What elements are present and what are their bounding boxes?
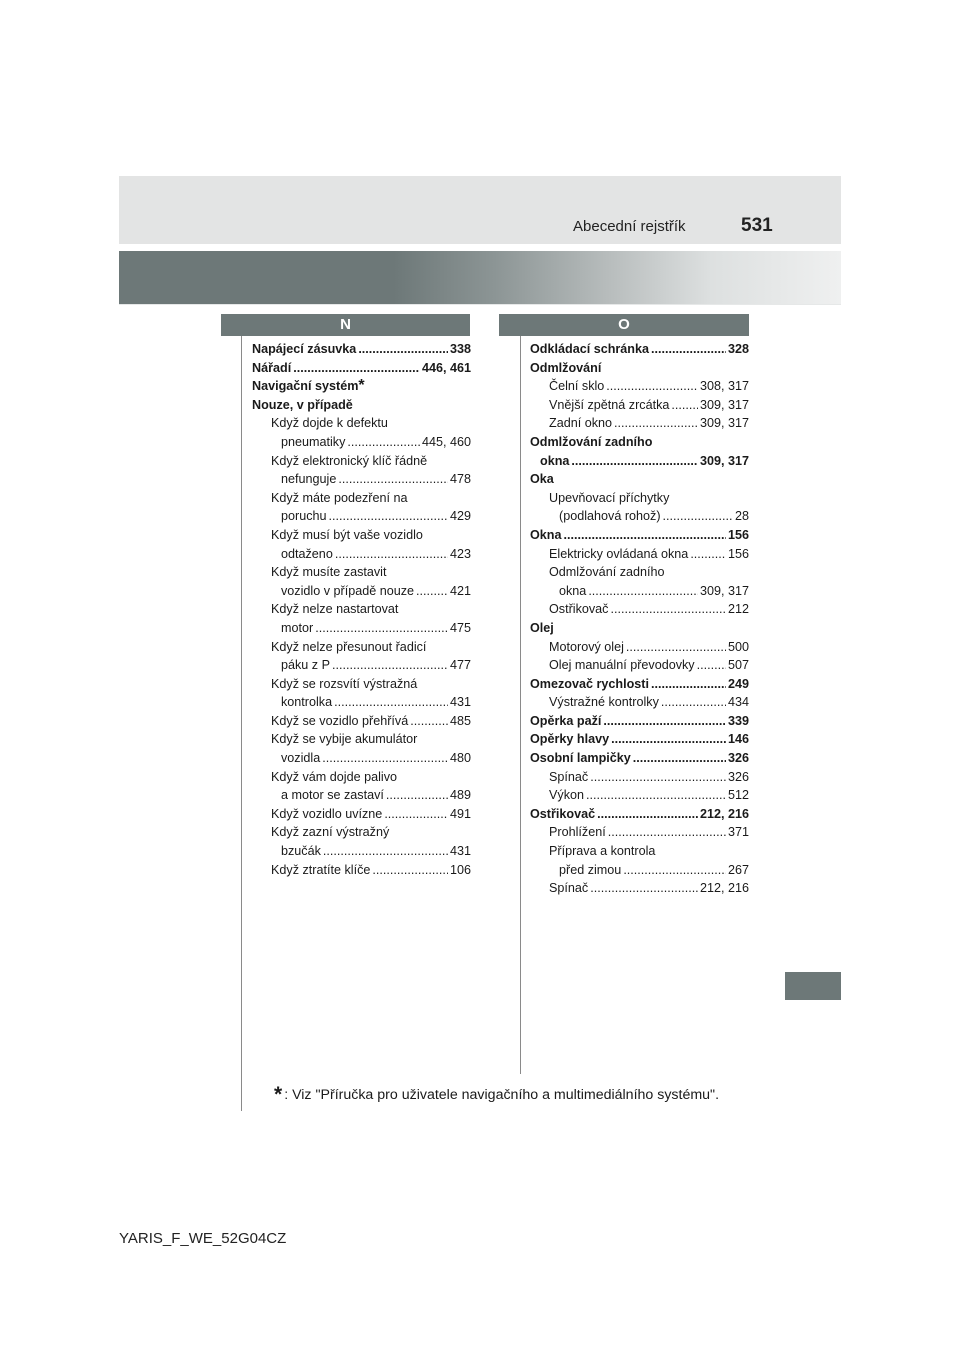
index-entry-term: Oka: [530, 472, 554, 487]
index-entry: [252, 619, 471, 638]
document-code: YARIS_F_WE_52G04CZ: [119, 1230, 287, 1247]
leader-dots: [633, 749, 726, 768]
index-entry: [530, 470, 749, 489]
index-entry-page: 480: [449, 751, 471, 766]
index-entry: [530, 786, 749, 805]
leader-dots: [386, 786, 448, 805]
index-entry-term: Elektricky ovládaná okna: [549, 546, 689, 561]
index-entry-page: 491: [449, 806, 471, 821]
index-entry-page: 156: [727, 527, 749, 542]
index-entry: [530, 693, 749, 712]
index-entry-term: vozidlo v případě nouze: [281, 583, 415, 598]
index-entry: [252, 582, 471, 601]
index-entry-page: 326: [727, 751, 749, 766]
leader-dots: [663, 507, 733, 526]
column-heading-o: O: [499, 314, 749, 336]
index-entry-term: Odmlžování zadního: [530, 434, 653, 449]
index-entry-page: 326: [727, 769, 749, 784]
index-entry-term: Opěrka paží: [530, 713, 602, 728]
index-entry-term: Olej manuální převodovky: [549, 658, 695, 673]
leader-dots: [338, 470, 448, 489]
index-entry-page: 500: [727, 639, 749, 654]
leader-dots: [358, 340, 448, 359]
index-entry-term: Příprava a kontrola: [549, 844, 656, 859]
leader-dots: [564, 526, 726, 545]
leader-dots: [697, 656, 726, 675]
index-entry-page: 308, 317: [699, 379, 749, 394]
index-entry-term: okna: [540, 453, 570, 468]
index-entry: [252, 563, 471, 582]
footnote-text: : Viz "Příručka pro uživatele navigačního a multimediálního systému".: [284, 1087, 720, 1103]
column-heading-n: N: [221, 314, 470, 336]
leader-dots: [416, 582, 448, 601]
index-entry: [530, 842, 749, 861]
index-entry: [530, 712, 749, 731]
leader-dots: [671, 396, 698, 415]
index-entry-term: Když nelze nastartovat: [271, 602, 399, 617]
index-entry-term: kontrolka: [281, 695, 333, 710]
leader-dots: [623, 861, 726, 880]
index-entry: [530, 563, 749, 582]
index-entry-page: 328: [727, 342, 749, 356]
index-entry-page: 507: [727, 658, 749, 673]
index-entry-page: 309, 317: [699, 416, 749, 431]
index-entry-term: nefunguje: [281, 472, 337, 487]
index-entry: [252, 526, 471, 545]
section-title: Abecední rejstřík: [573, 218, 686, 235]
index-entry: [530, 749, 749, 768]
leader-dots: [293, 359, 420, 378]
leader-dots: [614, 414, 698, 433]
index-entry-page: 309, 317: [699, 453, 749, 468]
index-entry-term: Opěrky hlavy: [530, 732, 610, 747]
page-number: 531: [741, 215, 773, 236]
index-entry-page: 421: [449, 583, 471, 598]
index-entry: [530, 675, 749, 694]
index-entry-page: 429: [449, 509, 471, 524]
index-entry-page: 489: [449, 788, 471, 803]
index-entry: [530, 526, 749, 545]
index-entry: [252, 545, 471, 564]
index-entry-term: Nářadí: [252, 360, 292, 375]
index-entry-page: 212: [727, 602, 749, 617]
index-entry: [530, 879, 749, 898]
leader-dots: [610, 600, 726, 619]
index-entry-term: Okna: [530, 527, 562, 542]
index-entry-term: Navigační systém: [252, 379, 359, 394]
index-entry: [252, 340, 471, 359]
index-entry: [252, 489, 471, 508]
index-entry-page: 475: [449, 620, 471, 635]
index-entry-term: Spínač: [549, 769, 589, 784]
leader-dots: [410, 712, 448, 731]
leader-dots: [651, 675, 726, 694]
index-entry-term: Osobní lampičky: [530, 751, 631, 766]
index-entry-page: 423: [449, 546, 471, 561]
left-rule: [241, 336, 242, 1111]
index-entry-page: 212, 216: [699, 881, 749, 896]
index-entry: [530, 489, 749, 508]
index-entry-term: Výstražné kontrolky: [549, 695, 659, 710]
index-entry-page: 338: [449, 342, 471, 356]
index-column-o: [530, 340, 749, 898]
leader-dots: [329, 507, 448, 526]
leader-dots: [323, 842, 448, 861]
index-entry-term: Odmlžování zadního: [549, 565, 665, 580]
index-entry: [252, 414, 471, 433]
index-entry: [530, 656, 749, 675]
index-entry: [252, 749, 471, 768]
index-entry: [530, 823, 749, 842]
footnote-mark: *: [274, 1083, 283, 1106]
index-entry-term: a motor se zastaví: [281, 788, 384, 803]
index-entry-term: Když se vozidlo přehřívá: [271, 713, 409, 728]
index-entry-page: 146: [727, 732, 749, 747]
index-entry-page: 485: [449, 713, 471, 728]
index-entry-term: Když elektronický klíč řádně: [271, 453, 428, 468]
header-bar: [119, 176, 841, 244]
index-entry-term: Čelní sklo: [549, 379, 605, 394]
chapter-tab: [785, 972, 841, 1000]
leader-dots: [626, 638, 726, 657]
index-entry-term: Zadní okno: [549, 416, 613, 431]
index-entry: [252, 842, 471, 861]
index-entry-term: odtaženo: [281, 546, 333, 561]
index-entry: [252, 600, 471, 619]
index-entry: [530, 600, 749, 619]
index-entry-term: pneumatiky: [281, 434, 346, 449]
leader-dots: [315, 619, 448, 638]
leader-dots: [322, 749, 448, 768]
index-entry: [252, 470, 471, 489]
index-entry-page: 339: [727, 713, 749, 728]
index-entry-term: Omezovač rychlosti: [530, 676, 649, 691]
index-entry: [530, 396, 749, 415]
index-entry-page: 431: [449, 844, 471, 859]
index-entry-term: Když máte podezření na: [271, 490, 408, 505]
index-entry: [530, 730, 749, 749]
leader-dots: [590, 768, 726, 787]
index-entry: [252, 452, 471, 471]
index-entry-term: poruchu: [281, 509, 327, 524]
index-entry-term: Nouze, v případě: [252, 397, 353, 412]
index-entry-term: Odmlžování: [530, 360, 602, 375]
index-entry: [252, 675, 471, 694]
index-entry-term: Výkon: [549, 788, 585, 803]
index-entry-term: vozidla: [281, 751, 321, 766]
leader-dots: [690, 545, 726, 564]
index-entry: [252, 693, 471, 712]
leader-dots: [597, 805, 698, 824]
index-entry: [530, 861, 749, 880]
index-entry: [530, 507, 749, 526]
index-entry-term: okna: [559, 583, 587, 598]
index-entry: [252, 823, 471, 842]
index-entry-term: Motorový olej: [549, 639, 624, 654]
index-entry-term: Upevňovací příchytky: [549, 490, 670, 505]
index-entry-term: Prohlížení: [549, 825, 606, 840]
index-entry-term: Když se vybije akumulátor: [271, 732, 418, 747]
index-entry-term: Když vám dojde palivo: [271, 769, 398, 784]
index-entry: [252, 638, 471, 657]
index-entry-term: Když vozidlo uvízne: [271, 806, 383, 821]
index-entry-term: bzučák: [281, 844, 321, 859]
index-entry-term: Ostřikovač: [530, 806, 596, 821]
index-entry: [252, 507, 471, 526]
index-entry-term: Když se rozsvítí výstražná: [271, 676, 418, 691]
index-entry: [530, 452, 749, 471]
index-entry-page: 434: [727, 695, 749, 710]
leader-dots: [372, 861, 448, 880]
index-entry-page: 28: [734, 509, 749, 524]
index-entry: Navigační systém *: [252, 377, 365, 395]
index-entry-term: Odkládací schránka: [530, 342, 650, 356]
index-entry-term: před zimou: [559, 862, 622, 877]
index-entry: [252, 730, 471, 749]
index-entry-term: Když zazní výstražný: [271, 825, 390, 840]
index-entry: [530, 768, 749, 787]
index-entry-page: 512: [727, 788, 749, 803]
index-entry: [530, 377, 749, 396]
index-entry-page: 156: [727, 546, 749, 561]
leader-dots: [608, 823, 726, 842]
leader-dots: [606, 377, 698, 396]
leader-dots: [661, 693, 726, 712]
index-entry: [252, 768, 471, 787]
index-entry-page: 106: [449, 862, 471, 877]
index-entry: [530, 340, 749, 359]
leader-dots: [384, 805, 448, 824]
index-entry-term: Když ztratíte klíče: [271, 862, 371, 877]
leader-dots: [334, 693, 448, 712]
index-entry-page: 309, 317: [699, 397, 749, 412]
index-entry-page: 478: [449, 472, 471, 487]
leader-dots: [347, 433, 420, 452]
index-column-n: [252, 340, 471, 879]
index-entry-term: motor: [281, 620, 314, 635]
index-entry-page: 431: [449, 695, 471, 710]
index-entry-term: Vnější zpětná zrcátka: [549, 397, 670, 412]
leader-dots: [335, 545, 448, 564]
index-entry-term: Když musíte zastavit: [271, 565, 387, 580]
index-entry-term: Když musí být vaše vozidlo: [271, 527, 423, 542]
index-entry-term: páku z P: [281, 658, 331, 673]
index-entry: [530, 545, 749, 564]
index-entry: [530, 805, 749, 824]
index-entry: [252, 433, 471, 452]
index-entry-page: 309, 317: [699, 583, 749, 598]
index-entry-page: 267: [727, 862, 749, 877]
leader-dots: [332, 656, 448, 675]
index-entry-term: Napájecí zásuvka: [252, 342, 357, 356]
leader-dots: [571, 452, 698, 471]
leader-dots: [586, 786, 726, 805]
index-entry: [252, 861, 471, 880]
header-gradient-band: [119, 251, 841, 304]
index-entry: [252, 396, 471, 415]
leader-dots: [603, 712, 726, 731]
index-entry-term: Olej: [530, 620, 554, 635]
index-entry-page: 477: [449, 658, 471, 673]
index-entry-term: Ostřikovač: [549, 602, 609, 617]
index-entry-term: Spínač: [549, 881, 589, 896]
index-entry: [530, 582, 749, 601]
index-entry: [530, 359, 749, 378]
leader-dots: [590, 879, 698, 898]
center-rule: [520, 336, 521, 1074]
index-entry: [530, 433, 749, 452]
index-entry: [530, 619, 749, 638]
index-entry: [252, 805, 471, 824]
index-entry-page: 445, 460: [421, 434, 471, 449]
leader-dots: [611, 730, 726, 749]
footnote: [274, 1083, 719, 1107]
index-entry-term: Když dojde k defektu: [271, 416, 388, 431]
leader-dots: [588, 582, 698, 601]
index-entry: [252, 359, 471, 378]
index-entry-page: 212, 216: [699, 806, 749, 821]
leader-dots: [651, 340, 726, 359]
index-entry: [530, 414, 749, 433]
index-entry: [252, 712, 471, 731]
index-entry-term: (podlahová rohož): [559, 509, 661, 524]
header-divider: [119, 304, 841, 305]
index-entry-page: 249: [727, 676, 749, 691]
index-entry-page: 371: [727, 825, 749, 840]
index-entry: [530, 638, 749, 657]
index-entry: [252, 656, 471, 675]
index-entry-term: Když nelze přesunout řadicí: [271, 639, 427, 654]
index-entry-page: 446, 461: [421, 360, 471, 375]
index-entry: [252, 786, 471, 805]
